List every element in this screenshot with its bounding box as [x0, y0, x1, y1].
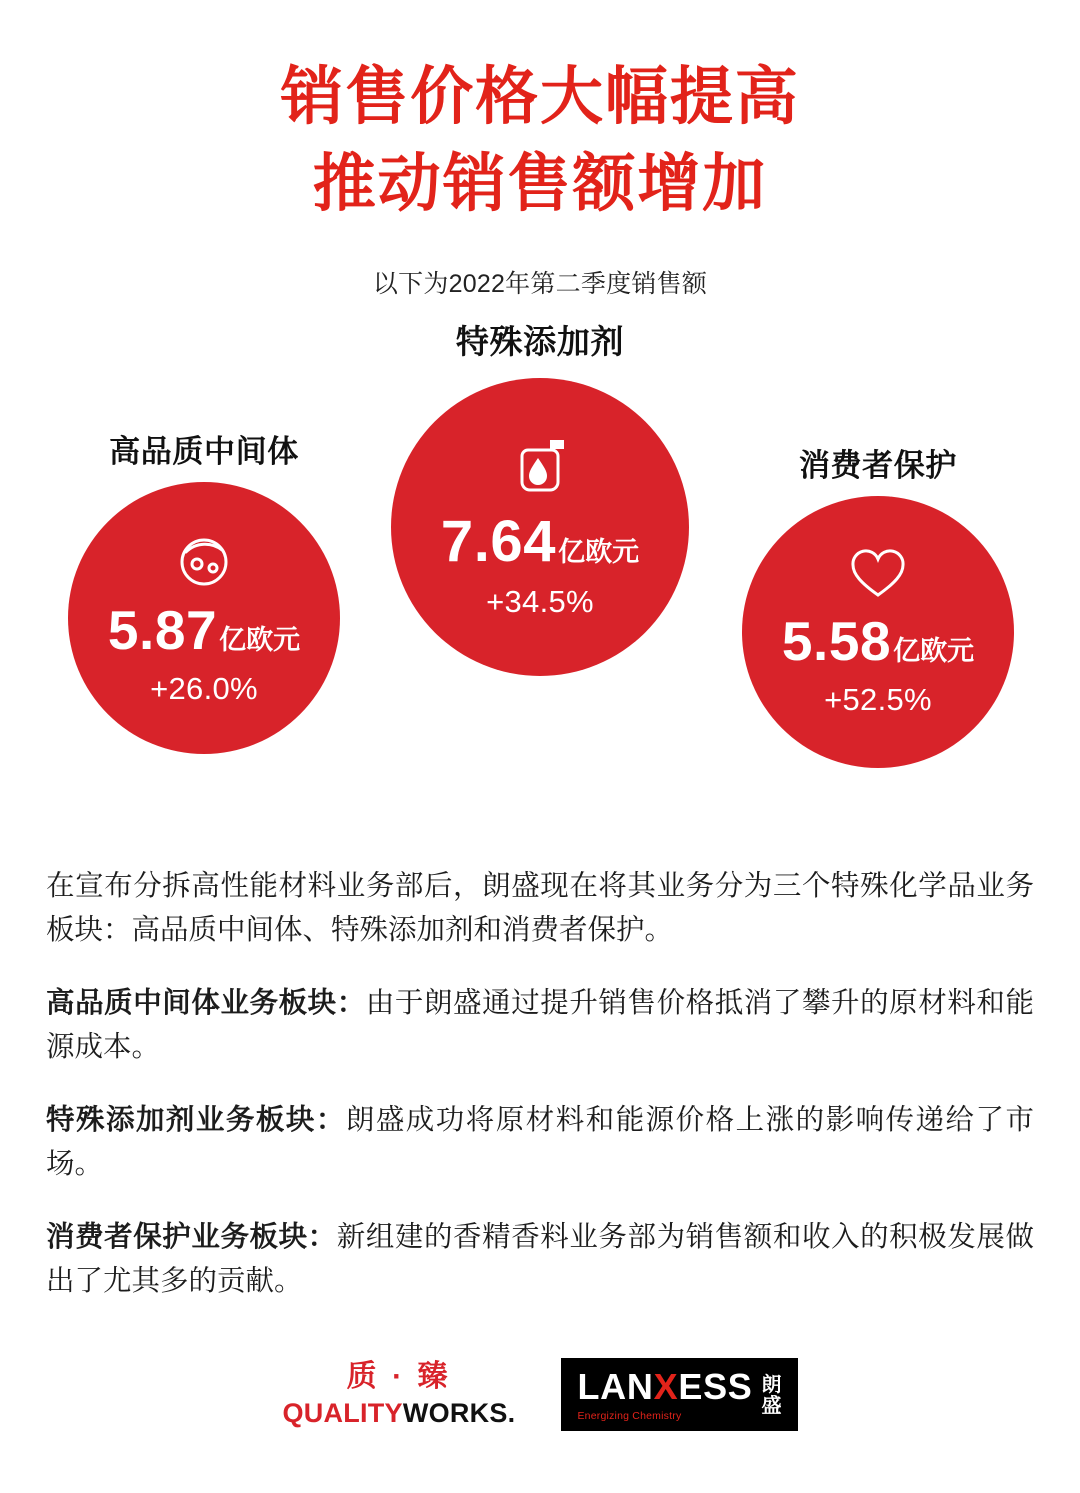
bubble-value-row — [107, 599, 301, 661]
lanxess-chinese-name — [762, 1375, 782, 1416]
body-copy — [46, 864, 1034, 1303]
bubble-label-specialty-additives: 特殊添加剂 — [455, 322, 625, 360]
paragraph-specialty-additives — [46, 1098, 1034, 1186]
lanxess-cn-char-2: 盛 — [761, 1394, 782, 1417]
quality-word: QUALITY — [282, 1398, 403, 1428]
quality-works-logo — [282, 1362, 515, 1427]
footer-logos — [0, 1358, 1080, 1431]
paragraph-high-quality-intermediates — [46, 981, 1034, 1069]
heart-icon — [847, 545, 909, 608]
subtitle: 以下为2022年第二季度销售额 — [372, 269, 708, 298]
intro-paragraph: 在宣布分拆高性能材料业务部后，朗盛现在将其业务分为三个特殊化学品业务板块：高品质中间体、特殊添加剂和消费者保护。 — [46, 870, 1034, 947]
lanxess-part-1: LAN — [577, 1366, 654, 1407]
lanxess-cn-char-1: 朗 — [761, 1374, 782, 1397]
paragraph-lead: 特殊添加剂业务板块： — [46, 1103, 346, 1136]
lanxess-logo — [561, 1358, 797, 1431]
lanxess-part-2: ESS — [678, 1366, 753, 1407]
lanxess-x: X — [653, 1366, 679, 1407]
paragraph-text: 新组建的香精香料业务部为销售额和收入的积极发展做出了尤其多的贡献。 — [46, 1220, 1034, 1297]
bubble-specialty-additives — [391, 378, 689, 676]
bubble-chart — [0, 316, 1080, 836]
bubble-unit: 亿欧元 — [219, 625, 301, 655]
bubble-value: 5.58 — [781, 610, 892, 672]
bubble-value: 5.87 — [107, 599, 218, 661]
paragraph-consumer-protection — [46, 1215, 1034, 1303]
bubble-high-quality-intermediates — [68, 482, 340, 754]
lanxess-tagline: Energizing Chemistry — [577, 1410, 682, 1422]
bubble-label-consumer-protection: 消费者保护 — [798, 447, 958, 483]
bubble-label-high-quality-intermediates: 高品质中间体 — [109, 433, 299, 469]
bubble-value-row — [440, 508, 640, 574]
bubble-consumer-protection — [742, 496, 1014, 768]
quality-works-en — [282, 1400, 515, 1427]
paragraph-text: 由于朗盛通过提升销售价格抵消了攀升的原材料和能源成本。 — [46, 986, 1034, 1064]
bubble-unit: 亿欧元 — [558, 536, 640, 567]
oil-drop-can-icon — [508, 434, 572, 507]
paragraph-lead: 高品质中间体业务板块： — [46, 986, 366, 1019]
bubble-growth: +26.0% — [150, 671, 258, 706]
page-title — [0, 0, 1080, 224]
bubble-unit: 亿欧元 — [893, 636, 975, 666]
headline-line-2: 推动销售额增加 — [312, 148, 768, 219]
lanxess-wordmark — [577, 1366, 753, 1407]
works-word: WORKS. — [402, 1398, 516, 1428]
paragraph-lead: 消费者保护业务板块： — [46, 1220, 337, 1253]
molecule-icon — [172, 528, 236, 597]
bubble-value-row — [781, 610, 975, 672]
bubble-growth: +52.5% — [824, 682, 932, 717]
quality-works-cn: 质 · 臻 — [346, 1360, 452, 1393]
headline-line-1: 销售价格大幅提高 — [280, 62, 800, 132]
bubble-growth: +34.5% — [486, 583, 594, 619]
bubble-value: 7.64 — [440, 508, 557, 574]
paragraph-text: 朗盛成功将原材料和能源价格上涨的影响传递给了市场。 — [46, 1103, 1034, 1180]
